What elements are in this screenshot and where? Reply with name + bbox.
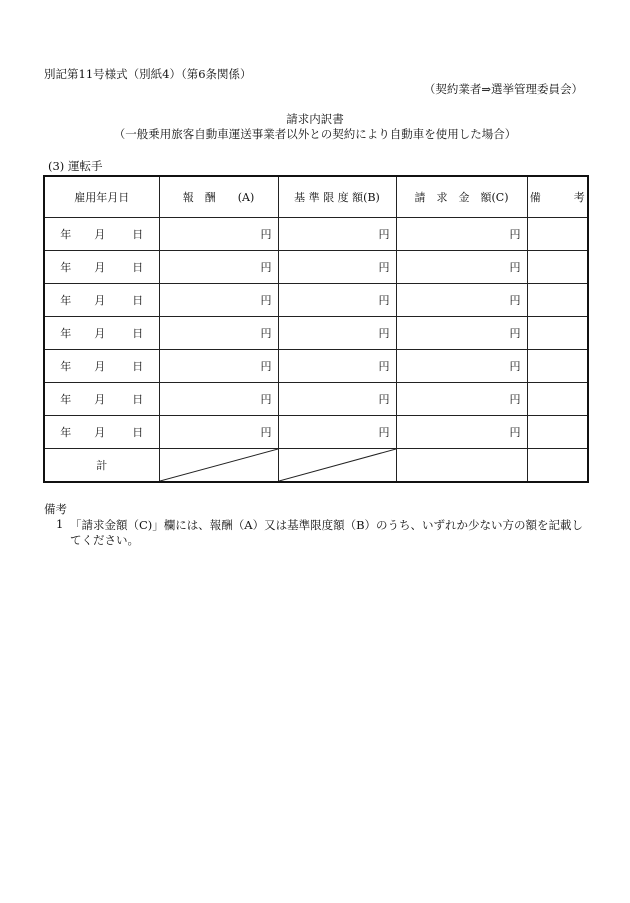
yen-unit: 円 <box>509 294 521 307</box>
date-cell[interactable] <box>44 350 159 383</box>
notes-heading: 備考 <box>44 502 67 516</box>
diagonal-strike <box>160 449 278 481</box>
table-row <box>44 218 588 251</box>
yen-unit: 円 <box>260 327 272 340</box>
month-label: 月 <box>94 426 106 439</box>
yen-unit: 円 <box>260 228 272 241</box>
day-label: 日 <box>132 228 144 241</box>
table-row <box>44 284 588 317</box>
claim-cell[interactable] <box>396 416 527 449</box>
remarks-cell[interactable] <box>527 350 588 383</box>
month-label: 月 <box>94 327 106 340</box>
day-label: 日 <box>132 294 144 307</box>
yen-unit: 円 <box>260 360 272 373</box>
document-subtitle: （一般乗用旅客自動車運送事業者以外との契約により自動車を使用した場合） <box>113 127 517 141</box>
date-cell[interactable] <box>44 251 159 284</box>
header-employment-date: 雇用年月日 <box>44 176 159 218</box>
reward-cell[interactable] <box>159 317 278 350</box>
day-label: 日 <box>132 360 144 373</box>
total-row <box>44 449 588 483</box>
date-cell[interactable] <box>44 317 159 350</box>
year-label: 年 <box>60 327 72 340</box>
limit-cell[interactable] <box>278 251 396 284</box>
yen-unit: 円 <box>509 393 521 406</box>
claim-cell[interactable] <box>396 218 527 251</box>
year-label: 年 <box>60 294 72 307</box>
yen-unit: 円 <box>509 228 521 241</box>
month-label: 月 <box>94 393 106 406</box>
header-claim-amount: 請 求 金 額(C) <box>396 176 527 218</box>
yen-unit: 円 <box>378 393 390 406</box>
date-cell[interactable] <box>44 218 159 251</box>
claim-cell[interactable] <box>396 284 527 317</box>
remarks-cell[interactable] <box>527 218 588 251</box>
total-label: 計 <box>44 449 159 483</box>
yen-unit: 円 <box>260 261 272 274</box>
reward-cell[interactable] <box>159 383 278 416</box>
remarks-cell[interactable] <box>527 416 588 449</box>
day-label: 日 <box>132 261 144 274</box>
reward-cell[interactable] <box>159 416 278 449</box>
year-label: 年 <box>60 393 72 406</box>
year-label: 年 <box>60 426 72 439</box>
yen-unit: 円 <box>260 426 272 439</box>
year-label: 年 <box>60 228 72 241</box>
table-row <box>44 416 588 449</box>
remarks-cell[interactable] <box>527 284 588 317</box>
table-row <box>44 350 588 383</box>
yen-unit: 円 <box>378 261 390 274</box>
date-cell[interactable] <box>44 284 159 317</box>
day-label: 日 <box>132 327 144 340</box>
claim-cell[interactable] <box>396 350 527 383</box>
document-title: 請求内訳書 <box>286 112 344 126</box>
yen-unit: 円 <box>378 426 390 439</box>
claim-cell[interactable] <box>396 251 527 284</box>
reward-cell[interactable] <box>159 218 278 251</box>
day-label: 日 <box>132 393 144 406</box>
remarks-cell[interactable] <box>527 317 588 350</box>
yen-unit: 円 <box>260 294 272 307</box>
total-claim-cell[interactable] <box>396 449 527 483</box>
month-label: 月 <box>94 261 106 274</box>
limit-cell[interactable] <box>278 218 396 251</box>
claim-breakdown-table <box>43 175 589 483</box>
note-text-line1: 「請求金額（C)」欄には、報酬（A）又は基準限度額（B）のうち、いずれか少ない方の額を記載し <box>70 518 584 532</box>
total-remarks-cell[interactable] <box>527 449 588 483</box>
year-label: 年 <box>60 261 72 274</box>
table-row <box>44 317 588 350</box>
limit-cell[interactable] <box>278 317 396 350</box>
remarks-cell[interactable] <box>527 251 588 284</box>
diagonal-strike <box>279 449 396 481</box>
total-limit-cell-struck <box>278 449 396 483</box>
yen-unit: 円 <box>378 228 390 241</box>
month-label: 月 <box>94 360 106 373</box>
date-cell[interactable] <box>44 383 159 416</box>
table-row <box>44 251 588 284</box>
limit-cell[interactable] <box>278 284 396 317</box>
reward-cell[interactable] <box>159 251 278 284</box>
reward-cell[interactable] <box>159 284 278 317</box>
day-label: 日 <box>132 426 144 439</box>
remarks-cell[interactable] <box>527 383 588 416</box>
yen-unit: 円 <box>509 327 521 340</box>
header-remarks: 備 考 <box>527 176 588 218</box>
date-cell[interactable] <box>44 416 159 449</box>
yen-unit: 円 <box>509 426 521 439</box>
year-label: 年 <box>60 360 72 373</box>
note-number: 1 <box>56 517 64 531</box>
yen-unit: 円 <box>378 327 390 340</box>
addressee-label: （契約業者⇒選挙管理委員会） <box>423 82 583 96</box>
yen-unit: 円 <box>509 261 521 274</box>
yen-unit: 円 <box>378 360 390 373</box>
reward-cell[interactable] <box>159 350 278 383</box>
total-reward-cell-struck <box>159 449 278 483</box>
month-label: 月 <box>94 228 106 241</box>
section-label: (3) 運転手 <box>48 159 103 173</box>
limit-cell[interactable] <box>278 416 396 449</box>
claim-cell[interactable] <box>396 383 527 416</box>
yen-unit: 円 <box>260 393 272 406</box>
month-label: 月 <box>94 294 106 307</box>
limit-cell[interactable] <box>278 350 396 383</box>
yen-unit: 円 <box>378 294 390 307</box>
table-row <box>44 383 588 416</box>
limit-cell[interactable] <box>278 383 396 416</box>
header-standard-limit: 基 準 限 度 額(B) <box>278 176 396 218</box>
header-reward: 報 酬 (A) <box>159 176 278 218</box>
yen-unit: 円 <box>509 360 521 373</box>
claim-cell[interactable] <box>396 317 527 350</box>
table-header-row <box>44 176 588 218</box>
form-label: 別記第11号様式（別紙4）（第6条関係） <box>44 67 252 81</box>
note-text-line2: てください。 <box>70 533 139 547</box>
